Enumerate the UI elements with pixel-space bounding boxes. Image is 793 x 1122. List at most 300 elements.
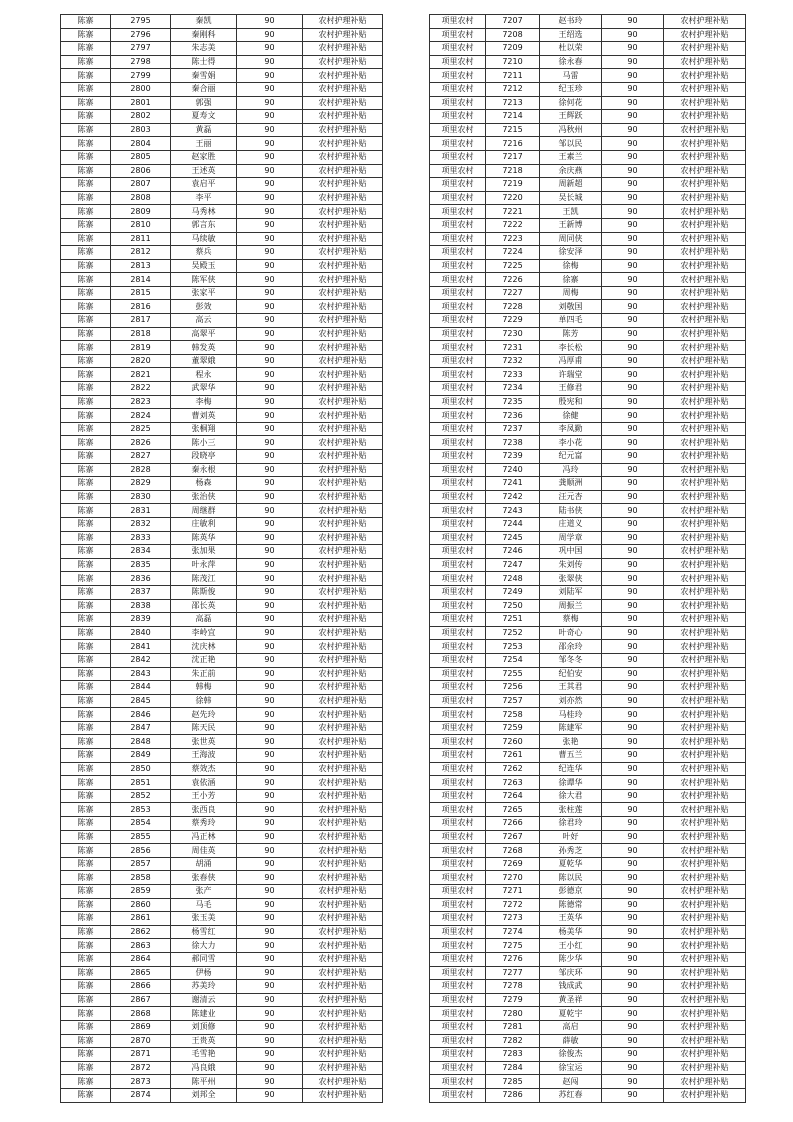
amount-cell: 90 bbox=[602, 96, 664, 110]
name-cell: 武翠华 bbox=[171, 382, 237, 396]
area-cell: 陈寨 bbox=[61, 463, 111, 477]
table-row bbox=[430, 667, 746, 681]
name-cell: 张翠侠 bbox=[540, 572, 602, 586]
name-cell: 陈天民 bbox=[171, 721, 237, 735]
subsidy-type-cell: 农村护理补贴 bbox=[303, 517, 383, 531]
area-cell: 项里农村 bbox=[430, 42, 486, 56]
subsidy-type-cell: 农村护理补贴 bbox=[664, 327, 746, 341]
name-cell: 蔡效杰 bbox=[171, 762, 237, 776]
amount-cell: 90 bbox=[237, 558, 303, 572]
serial-cell: 2844 bbox=[111, 681, 171, 695]
subsidy-type-cell: 农村护理补贴 bbox=[303, 259, 383, 273]
area-cell: 项里农村 bbox=[430, 708, 486, 722]
table-row bbox=[61, 545, 383, 559]
serial-cell: 2813 bbox=[111, 259, 171, 273]
amount-cell: 90 bbox=[602, 1075, 664, 1089]
name-cell: 王海波 bbox=[171, 749, 237, 763]
name-cell: 王绍选 bbox=[540, 28, 602, 42]
area-cell: 项里农村 bbox=[430, 286, 486, 300]
subsidy-type-cell: 农村护理补贴 bbox=[664, 15, 746, 29]
serial-cell: 7217 bbox=[486, 150, 540, 164]
area-cell: 陈寨 bbox=[61, 55, 111, 69]
serial-cell: 7210 bbox=[486, 55, 540, 69]
name-cell: 郝同雪 bbox=[171, 952, 237, 966]
subsidy-type-cell: 农村护理补贴 bbox=[303, 803, 383, 817]
table-row bbox=[430, 382, 746, 396]
serial-cell: 7234 bbox=[486, 382, 540, 396]
table-row bbox=[430, 273, 746, 287]
area-cell: 陈寨 bbox=[61, 436, 111, 450]
subsidy-type-cell: 农村护理补贴 bbox=[664, 504, 746, 518]
table-row bbox=[61, 273, 383, 287]
amount-cell: 90 bbox=[602, 694, 664, 708]
table-row bbox=[430, 572, 746, 586]
serial-cell: 2873 bbox=[111, 1075, 171, 1089]
area-cell: 陈寨 bbox=[61, 314, 111, 328]
table-row bbox=[61, 422, 383, 436]
serial-cell: 2855 bbox=[111, 830, 171, 844]
subsidy-type-cell: 农村护理补贴 bbox=[303, 558, 383, 572]
serial-cell: 2872 bbox=[111, 1061, 171, 1075]
table-row bbox=[430, 789, 746, 803]
table-row bbox=[430, 939, 746, 953]
name-cell: 陈德常 bbox=[540, 898, 602, 912]
area-cell: 陈寨 bbox=[61, 137, 111, 151]
name-cell: 徐何花 bbox=[540, 96, 602, 110]
name-cell: 冯良娥 bbox=[171, 1061, 237, 1075]
subsidy-type-cell: 农村护理补贴 bbox=[303, 952, 383, 966]
amount-cell: 90 bbox=[237, 613, 303, 627]
area-cell: 项里农村 bbox=[430, 395, 486, 409]
subsidy-type-cell: 农村护理补贴 bbox=[303, 409, 383, 423]
name-cell: 徐梅 bbox=[540, 259, 602, 273]
table-row bbox=[61, 517, 383, 531]
amount-cell: 90 bbox=[602, 314, 664, 328]
amount-cell: 90 bbox=[237, 450, 303, 464]
subsidy-type-cell: 农村护理补贴 bbox=[303, 1020, 383, 1034]
subsidy-type-cell: 农村护理补贴 bbox=[664, 653, 746, 667]
subsidy-type-cell: 农村护理补贴 bbox=[664, 1007, 746, 1021]
name-cell: 高启 bbox=[540, 1020, 602, 1034]
name-cell: 夏乾华 bbox=[540, 857, 602, 871]
serial-cell: 7256 bbox=[486, 681, 540, 695]
subsidy-type-cell: 农村护理补贴 bbox=[303, 653, 383, 667]
table-row bbox=[430, 721, 746, 735]
table-row bbox=[430, 776, 746, 790]
amount-cell: 90 bbox=[602, 844, 664, 858]
subsidy-type-cell: 农村护理补贴 bbox=[664, 55, 746, 69]
serial-cell: 7221 bbox=[486, 205, 540, 219]
subsidy-type-cell: 农村护理补贴 bbox=[303, 286, 383, 300]
serial-cell: 7262 bbox=[486, 762, 540, 776]
serial-cell: 7209 bbox=[486, 42, 540, 56]
amount-cell: 90 bbox=[602, 15, 664, 29]
name-cell: 邹以民 bbox=[540, 137, 602, 151]
subsidy-type-cell: 农村护理补贴 bbox=[303, 966, 383, 980]
table-row bbox=[61, 558, 383, 572]
subsidy-type-cell: 农村护理补贴 bbox=[664, 354, 746, 368]
table-row bbox=[430, 708, 746, 722]
area-cell: 项里农村 bbox=[430, 531, 486, 545]
amount-cell: 90 bbox=[602, 749, 664, 763]
amount-cell: 90 bbox=[602, 817, 664, 831]
serial-cell: 2803 bbox=[111, 123, 171, 137]
area-cell: 陈寨 bbox=[61, 327, 111, 341]
name-cell: 刘亦然 bbox=[540, 694, 602, 708]
serial-cell: 2842 bbox=[111, 653, 171, 667]
subsidy-type-cell: 农村护理补贴 bbox=[303, 110, 383, 124]
area-cell: 陈寨 bbox=[61, 626, 111, 640]
serial-cell: 2811 bbox=[111, 232, 171, 246]
area-cell: 陈寨 bbox=[61, 1034, 111, 1048]
table-row bbox=[430, 300, 746, 314]
serial-cell: 7255 bbox=[486, 667, 540, 681]
area-cell: 项里农村 bbox=[430, 789, 486, 803]
name-cell: 杜以荣 bbox=[540, 42, 602, 56]
amount-cell: 90 bbox=[237, 477, 303, 491]
subsidy-type-cell: 农村护理补贴 bbox=[664, 450, 746, 464]
serial-cell: 2857 bbox=[111, 857, 171, 871]
subsidy-type-cell: 农村护理补贴 bbox=[303, 69, 383, 83]
table-row bbox=[430, 817, 746, 831]
name-cell: 薛敏 bbox=[540, 1034, 602, 1048]
name-cell: 冯秋州 bbox=[540, 123, 602, 137]
amount-cell: 90 bbox=[237, 354, 303, 368]
table-row bbox=[430, 857, 746, 871]
serial-cell: 2806 bbox=[111, 164, 171, 178]
table-row bbox=[61, 110, 383, 124]
table-row bbox=[61, 613, 383, 627]
area-cell: 陈寨 bbox=[61, 96, 111, 110]
amount-cell: 90 bbox=[602, 653, 664, 667]
table-row bbox=[430, 613, 746, 627]
area-cell: 陈寨 bbox=[61, 925, 111, 939]
area-cell: 项里农村 bbox=[430, 599, 486, 613]
subsidy-type-cell: 农村护理补贴 bbox=[303, 667, 383, 681]
amount-cell: 90 bbox=[237, 178, 303, 192]
name-cell: 王小芳 bbox=[171, 789, 237, 803]
subsidy-type-cell: 农村护理补贴 bbox=[303, 232, 383, 246]
area-cell: 陈寨 bbox=[61, 857, 111, 871]
area-cell: 项里农村 bbox=[430, 694, 486, 708]
name-cell: 周继群 bbox=[171, 504, 237, 518]
serial-cell: 2871 bbox=[111, 1048, 171, 1062]
table-row bbox=[61, 42, 383, 56]
table-row bbox=[430, 232, 746, 246]
area-cell: 陈寨 bbox=[61, 1007, 111, 1021]
area-cell: 项里农村 bbox=[430, 246, 486, 260]
table-row bbox=[430, 898, 746, 912]
table-row bbox=[430, 368, 746, 382]
table-row bbox=[61, 735, 383, 749]
serial-cell: 2835 bbox=[111, 558, 171, 572]
amount-cell: 90 bbox=[602, 966, 664, 980]
amount-cell: 90 bbox=[237, 150, 303, 164]
amount-cell: 90 bbox=[602, 558, 664, 572]
area-cell: 陈寨 bbox=[61, 653, 111, 667]
name-cell: 袁启平 bbox=[171, 178, 237, 192]
amount-cell: 90 bbox=[602, 273, 664, 287]
area-cell: 项里农村 bbox=[430, 640, 486, 654]
subsidy-type-cell: 农村护理补贴 bbox=[303, 613, 383, 627]
amount-cell: 90 bbox=[602, 830, 664, 844]
name-cell: 许瑞堂 bbox=[540, 368, 602, 382]
serial-cell: 2858 bbox=[111, 871, 171, 885]
name-cell: 周新超 bbox=[540, 178, 602, 192]
amount-cell: 90 bbox=[237, 409, 303, 423]
area-cell: 项里农村 bbox=[430, 1088, 486, 1102]
name-cell: 徐永春 bbox=[540, 55, 602, 69]
subsidy-type-cell: 农村护理补贴 bbox=[303, 422, 383, 436]
amount-cell: 90 bbox=[237, 857, 303, 871]
name-cell: 吴殿玉 bbox=[171, 259, 237, 273]
table-row bbox=[61, 871, 383, 885]
table-row bbox=[430, 82, 746, 96]
table-row bbox=[430, 1020, 746, 1034]
subsidy-type-cell: 农村护理补贴 bbox=[664, 123, 746, 137]
serial-cell: 2799 bbox=[111, 69, 171, 83]
amount-cell: 90 bbox=[237, 1075, 303, 1089]
name-cell: 徐安泽 bbox=[540, 246, 602, 260]
name-cell: 王英华 bbox=[540, 912, 602, 926]
subsidy-type-cell: 农村护理补贴 bbox=[303, 82, 383, 96]
area-cell: 项里农村 bbox=[430, 28, 486, 42]
serial-cell: 2831 bbox=[111, 504, 171, 518]
area-cell: 陈寨 bbox=[61, 164, 111, 178]
area-cell: 项里农村 bbox=[430, 259, 486, 273]
subsidy-type-cell: 农村护理补贴 bbox=[303, 830, 383, 844]
area-cell: 项里农村 bbox=[430, 980, 486, 994]
serial-cell: 7229 bbox=[486, 314, 540, 328]
name-cell: 秦凯 bbox=[171, 15, 237, 29]
name-cell: 李平 bbox=[171, 191, 237, 205]
amount-cell: 90 bbox=[602, 885, 664, 899]
subsidy-type-cell: 农村护理补贴 bbox=[664, 150, 746, 164]
table-row bbox=[61, 150, 383, 164]
name-cell: 李凤勤 bbox=[540, 422, 602, 436]
amount-cell: 90 bbox=[602, 939, 664, 953]
subsidy-type-cell: 农村护理补贴 bbox=[664, 599, 746, 613]
name-cell: 周学章 bbox=[540, 531, 602, 545]
serial-cell: 7275 bbox=[486, 939, 540, 953]
area-cell: 陈寨 bbox=[61, 191, 111, 205]
amount-cell: 90 bbox=[237, 246, 303, 260]
table-row bbox=[61, 599, 383, 613]
serial-cell: 7281 bbox=[486, 1020, 540, 1034]
amount-cell: 90 bbox=[237, 164, 303, 178]
serial-cell: 2828 bbox=[111, 463, 171, 477]
serial-cell: 7257 bbox=[486, 694, 540, 708]
table-row bbox=[61, 952, 383, 966]
area-cell: 项里农村 bbox=[430, 422, 486, 436]
amount-cell: 90 bbox=[237, 55, 303, 69]
area-cell: 项里农村 bbox=[430, 925, 486, 939]
amount-cell: 90 bbox=[602, 232, 664, 246]
name-cell: 陈少华 bbox=[540, 952, 602, 966]
area-cell: 陈寨 bbox=[61, 178, 111, 192]
name-cell: 王其君 bbox=[540, 681, 602, 695]
name-cell: 龚顺洲 bbox=[540, 477, 602, 491]
area-cell: 陈寨 bbox=[61, 558, 111, 572]
table-row bbox=[430, 925, 746, 939]
area-cell: 项里农村 bbox=[430, 613, 486, 627]
serial-cell: 2796 bbox=[111, 28, 171, 42]
amount-cell: 90 bbox=[237, 1034, 303, 1048]
area-cell: 项里农村 bbox=[430, 137, 486, 151]
serial-cell: 7286 bbox=[486, 1088, 540, 1102]
subsidy-type-cell: 农村护理补贴 bbox=[303, 123, 383, 137]
subsidy-type-cell: 农村护理补贴 bbox=[303, 599, 383, 613]
area-cell: 项里农村 bbox=[430, 55, 486, 69]
amount-cell: 90 bbox=[602, 681, 664, 695]
serial-cell: 7244 bbox=[486, 517, 540, 531]
serial-cell: 7284 bbox=[486, 1061, 540, 1075]
serial-cell: 2812 bbox=[111, 246, 171, 260]
subsidy-type-cell: 农村护理补贴 bbox=[303, 273, 383, 287]
subsidy-type-cell: 农村护理补贴 bbox=[664, 314, 746, 328]
serial-cell: 2848 bbox=[111, 735, 171, 749]
serial-cell: 2838 bbox=[111, 599, 171, 613]
amount-cell: 90 bbox=[237, 327, 303, 341]
amount-cell: 90 bbox=[237, 898, 303, 912]
area-cell: 项里农村 bbox=[430, 178, 486, 192]
subsidy-type-cell: 农村护理补贴 bbox=[664, 613, 746, 627]
serial-cell: 7225 bbox=[486, 259, 540, 273]
area-cell: 陈寨 bbox=[61, 817, 111, 831]
area-cell: 陈寨 bbox=[61, 517, 111, 531]
name-cell: 张西良 bbox=[171, 803, 237, 817]
serial-cell: 7261 bbox=[486, 749, 540, 763]
amount-cell: 90 bbox=[602, 857, 664, 871]
amount-cell: 90 bbox=[237, 1061, 303, 1075]
amount-cell: 90 bbox=[602, 1061, 664, 1075]
area-cell: 陈寨 bbox=[61, 871, 111, 885]
serial-cell: 7213 bbox=[486, 96, 540, 110]
amount-cell: 90 bbox=[602, 708, 664, 722]
table-row bbox=[61, 844, 383, 858]
amount-cell: 90 bbox=[237, 300, 303, 314]
name-cell: 吴长城 bbox=[540, 191, 602, 205]
subsidy-type-cell: 农村护理补贴 bbox=[303, 1048, 383, 1062]
area-cell: 陈寨 bbox=[61, 844, 111, 858]
area-cell: 陈寨 bbox=[61, 477, 111, 491]
name-cell: 陈芳 bbox=[540, 327, 602, 341]
name-cell: 陈斯俊 bbox=[171, 585, 237, 599]
serial-cell: 2870 bbox=[111, 1034, 171, 1048]
amount-cell: 90 bbox=[602, 463, 664, 477]
table-row bbox=[61, 450, 383, 464]
table-row bbox=[61, 137, 383, 151]
serial-cell: 7220 bbox=[486, 191, 540, 205]
area-cell: 陈寨 bbox=[61, 205, 111, 219]
subsidy-type-cell: 农村护理补贴 bbox=[303, 490, 383, 504]
name-cell: 周佳英 bbox=[171, 844, 237, 858]
area-cell: 陈寨 bbox=[61, 409, 111, 423]
subsidy-type-cell: 农村护理补贴 bbox=[303, 463, 383, 477]
table-row bbox=[61, 667, 383, 681]
serial-cell: 7233 bbox=[486, 368, 540, 382]
subsidy-type-cell: 农村护理补贴 bbox=[664, 844, 746, 858]
serial-cell: 7241 bbox=[486, 477, 540, 491]
area-cell: 陈寨 bbox=[61, 749, 111, 763]
amount-cell: 90 bbox=[237, 762, 303, 776]
subsidy-type-cell: 农村护理补贴 bbox=[664, 96, 746, 110]
table-row bbox=[430, 803, 746, 817]
table-row bbox=[430, 218, 746, 232]
name-cell: 陈英华 bbox=[171, 531, 237, 545]
amount-cell: 90 bbox=[237, 925, 303, 939]
amount-cell: 90 bbox=[602, 613, 664, 627]
amount-cell: 90 bbox=[602, 626, 664, 640]
area-cell: 项里农村 bbox=[430, 844, 486, 858]
serial-cell: 7278 bbox=[486, 980, 540, 994]
serial-cell: 2863 bbox=[111, 939, 171, 953]
name-cell: 徐大君 bbox=[540, 789, 602, 803]
subsidy-type-cell: 农村护理补贴 bbox=[303, 721, 383, 735]
amount-cell: 90 bbox=[602, 150, 664, 164]
table-row bbox=[430, 409, 746, 423]
amount-cell: 90 bbox=[602, 531, 664, 545]
name-cell: 黄圣祥 bbox=[540, 993, 602, 1007]
name-cell: 朱志美 bbox=[171, 42, 237, 56]
serial-cell: 2843 bbox=[111, 667, 171, 681]
amount-cell: 90 bbox=[237, 1088, 303, 1102]
name-cell: 谢清云 bbox=[171, 993, 237, 1007]
amount-cell: 90 bbox=[602, 327, 664, 341]
serial-cell: 7212 bbox=[486, 82, 540, 96]
serial-cell: 7251 bbox=[486, 613, 540, 627]
area-cell: 陈寨 bbox=[61, 966, 111, 980]
area-cell: 项里农村 bbox=[430, 952, 486, 966]
amount-cell: 90 bbox=[237, 232, 303, 246]
area-cell: 项里农村 bbox=[430, 409, 486, 423]
name-cell: 张玉美 bbox=[171, 912, 237, 926]
subsidy-type-cell: 农村护理补贴 bbox=[303, 993, 383, 1007]
subsidy-type-cell: 农村护理补贴 bbox=[303, 450, 383, 464]
table-row bbox=[430, 749, 746, 763]
area-cell: 项里农村 bbox=[430, 450, 486, 464]
amount-cell: 90 bbox=[237, 42, 303, 56]
table-row bbox=[61, 585, 383, 599]
table-row bbox=[61, 762, 383, 776]
area-cell: 项里农村 bbox=[430, 885, 486, 899]
name-cell: 赵书玲 bbox=[540, 15, 602, 29]
area-cell: 项里农村 bbox=[430, 164, 486, 178]
subsidy-type-cell: 农村护理补贴 bbox=[303, 15, 383, 29]
subsidy-type-cell: 农村护理补贴 bbox=[664, 681, 746, 695]
name-cell: 马桂玲 bbox=[540, 708, 602, 722]
table-row bbox=[61, 939, 383, 953]
amount-cell: 90 bbox=[237, 585, 303, 599]
serial-cell: 2809 bbox=[111, 205, 171, 219]
serial-cell: 2867 bbox=[111, 993, 171, 1007]
serial-cell: 2822 bbox=[111, 382, 171, 396]
amount-cell: 90 bbox=[602, 517, 664, 531]
table-row bbox=[61, 1075, 383, 1089]
amount-cell: 90 bbox=[602, 1020, 664, 1034]
name-cell: 赵先玲 bbox=[171, 708, 237, 722]
table-row bbox=[430, 762, 746, 776]
amount-cell: 90 bbox=[237, 572, 303, 586]
area-cell: 项里农村 bbox=[430, 1048, 486, 1062]
name-cell: 彭德京 bbox=[540, 885, 602, 899]
subsidy-type-cell: 农村护理补贴 bbox=[303, 314, 383, 328]
subsidy-type-cell: 农村护理补贴 bbox=[664, 885, 746, 899]
name-cell: 高翠平 bbox=[171, 327, 237, 341]
serial-cell: 7272 bbox=[486, 898, 540, 912]
name-cell: 陆书侠 bbox=[540, 504, 602, 518]
serial-cell: 2804 bbox=[111, 137, 171, 151]
